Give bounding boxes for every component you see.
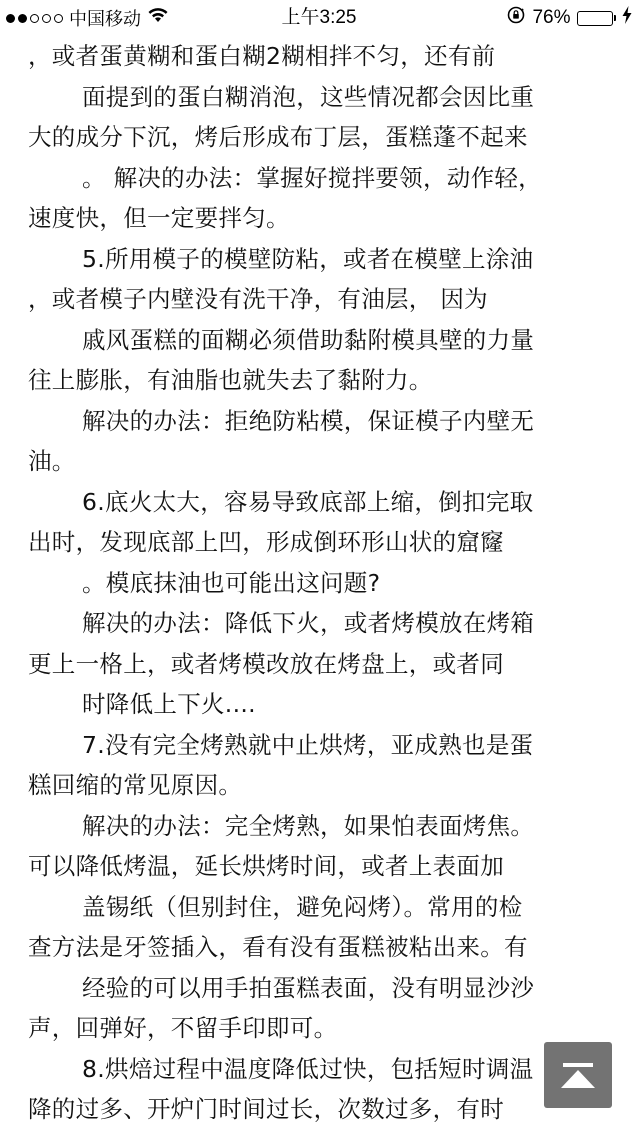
article-line: 8.烘焙过程中温度降低过快，包括短时调温 xyxy=(82,1054,534,1083)
article-line: 解决的办法：降低下火，或者烤模放在烤箱 xyxy=(82,609,535,637)
battery-percent: 76% xyxy=(532,7,571,28)
charging-icon xyxy=(622,6,632,30)
article-line: 油。 xyxy=(28,447,76,475)
status-time: 上午3:25 xyxy=(281,7,357,28)
article-line: 时降低上下火.... xyxy=(82,690,256,718)
article-line: ，或者蛋黄糊和蛋白糊2糊相拌不匀，还有前 xyxy=(28,42,496,70)
article-line: 可以降低烤温，延长烘烤时间，或者上表面加 xyxy=(28,852,504,880)
article-line: 5.所用模子的模壁防粘，或者在模壁上涂油 xyxy=(82,244,534,273)
carrier-name: 中国移动 xyxy=(69,9,141,29)
article-line: 声，回弹好，不留手印即可。 xyxy=(28,1014,338,1042)
battery-icon xyxy=(577,11,617,26)
status-bar xyxy=(0,0,638,36)
back-to-top-icon xyxy=(561,1063,595,1088)
back-to-top-button[interactable] xyxy=(544,1042,612,1108)
article-line: 速度快，但一定要拌匀。 xyxy=(28,204,290,232)
article-line: 解决的办法：完全烤熟，如果怕表面烤焦。 xyxy=(82,811,535,840)
article-line: 7.没有完全烤熟就中止烘烤，亚成熟也是蛋 xyxy=(82,730,534,759)
article-line: 更上一格上，或者烤模改放在烤盘上，或者同 xyxy=(28,649,504,678)
article-line: 往上膨胀，有油脂也就失去了黏附力。 xyxy=(28,366,433,394)
article-line: 出时，发现底部上凹，形成倒环形山状的窟窿 xyxy=(28,528,504,556)
article-line: 经验的可以用手拍蛋糕表面，没有明显沙沙 xyxy=(82,973,535,1002)
article-line: ，或者模子内壁没有洗干净，有油层， 因为 xyxy=(28,285,488,313)
article-line: 戚风蛋糕的面糊必须借助黏附模具壁的力量 xyxy=(82,325,535,354)
article-body xyxy=(28,36,608,1130)
article-line: 面提到的蛋白糊消泡，这些情况都会因比重 xyxy=(82,82,535,111)
article-line: 。 解决的办法：掌握好搅拌要领，动作轻， xyxy=(82,163,542,192)
article-line: 6.底火太大，容易导致底部上缩，倒扣完取 xyxy=(82,487,534,516)
article-line: 查方法是牙签插入，看有没有蛋糕被粘出来。有 xyxy=(28,933,528,961)
rotation-lock-icon xyxy=(506,5,526,31)
article-line: 盖锡纸（但别封住，避免闷烤）。常用的检 xyxy=(82,892,523,921)
article-line: 解决的办法：拒绝防粘模，保证模子内壁无 xyxy=(82,406,535,435)
article-line: 大的成分下沉，烤后形成布丁层，蛋糕蓬不起来 xyxy=(28,123,528,151)
article-line: 。模底抹油也可能出这问题? xyxy=(82,568,381,597)
article-line: 糕回缩的常见原因。 xyxy=(28,771,243,799)
status-right xyxy=(506,0,632,36)
article-line: 降的过多、开炉门时间过长，次数过多，有时 xyxy=(28,1095,504,1123)
